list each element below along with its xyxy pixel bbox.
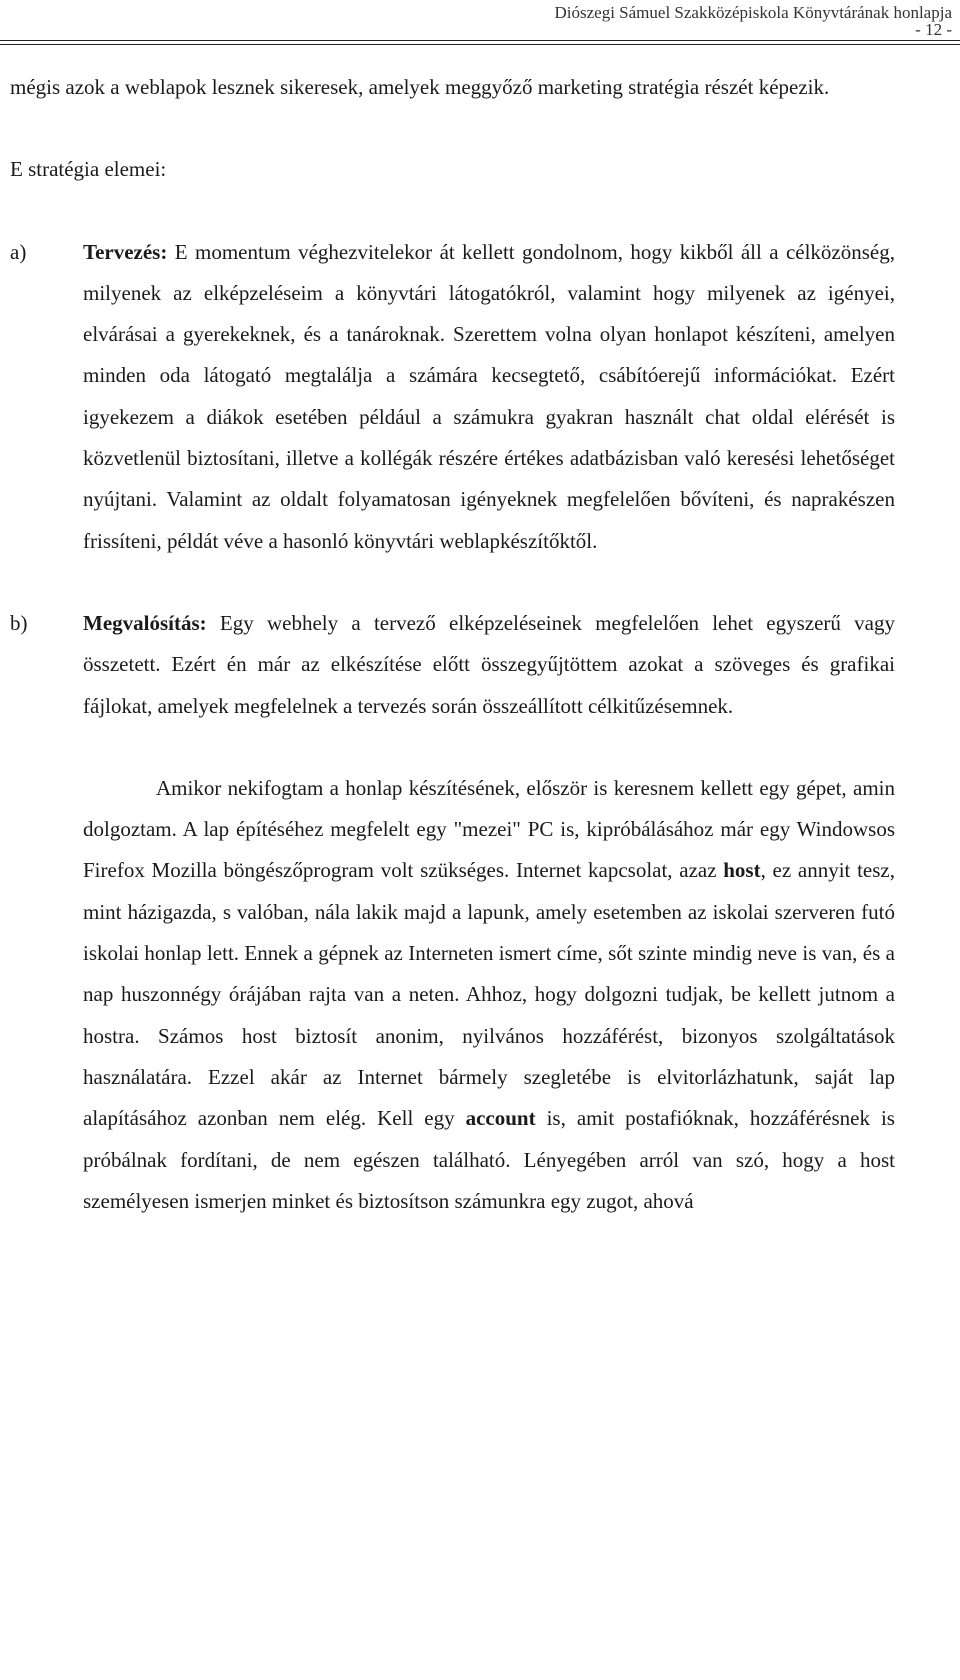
item-a-body: E momentum véghezvitelekor át kellett gondolnom, hogy kikből áll a célközönség, milyenek az elképzeléseim a könyvtári látogatókról, valamint hogy milyenek az igényei, elvárásai a gyerekeknek, és a tanároknak. Szerettem volna olyan honlapot készíteni, amelyen minden oda látogató megtalálja a számára kecsegtető, csábítóerejű információkat. Ezért igyekezem a diákok esetében például a számukra gyakran használt chat oldal elérését is közvetlenül biztosítani, illetve a kollégák részére értékes adatbázisban való keresési lehetőséget nyújtani. Valamint az oldalt folyamatosan igényeknek megfelelően bővíteni, és naprakészen frissíteni, példát véve a hasonló könyvtári weblapkészítőktől. — [83, 239, 895, 553]
list-item-b-text — [83, 603, 895, 727]
list-item-a-text — [83, 232, 895, 562]
list-item-a — [10, 232, 895, 562]
header-title: Diószegi Sámuel Szakközépiskola Könyvtárának honlapja — [554, 3, 952, 22]
page-number: - 12 - — [915, 20, 952, 39]
host-paragraph — [10, 768, 895, 1222]
item-b-body: Egy webhely a tervező elképzeléseinek megfelelően lehet egyszerű vagy összetett. Ezért én már az elkészítése előtt összegyűjtöttem azokat a szöveges és grafikai fájlokat, amelyek megfelelnek a tervezés során összeállított célkitűzésemnek. — [83, 610, 895, 718]
header-rule — [0, 40, 960, 45]
host-para-part3: is, amit postafióknak, hozzáférésnek is próbálnak fordítani, de nem egészen található. Lényegében arról van szó, hogy a host személyesen ismerjen minket és biztosítson számunkra egy zugot, ahová — [83, 1106, 895, 1213]
host-para-part1: Amikor nekifogtam a honlap készítésének, először is keresnem kellett egy gépet, amin dolgoztam. A lap építéséhez megfelelt egy "mezei" PC is, kipróbálásához már egy Windowsos Firefox Mozilla böngészőprogram volt szükséges. Internet kapcsolat, azaz — [83, 775, 895, 883]
term-megvalositas: Megvalósítás: — [83, 610, 207, 635]
document-body — [10, 67, 895, 1222]
intro-paragraph: mégis azok a weblapok lesznek sikeresek, amelyek meggyőző marketing stratégia részét képezik. — [10, 75, 830, 99]
host-term: host — [723, 858, 761, 883]
strategy-heading: E stratégia elemei: — [10, 157, 167, 182]
list-item-b — [10, 603, 895, 727]
page-header — [0, 0, 960, 46]
list-marker-a: a) — [10, 239, 27, 264]
account-term: account — [465, 1106, 536, 1131]
list-marker-b: b) — [10, 610, 28, 635]
host-para-part2: , ez annyit tesz, mint házigazda, s valóban, nála lakik majd a lapunk, amely esetemben az iskolai szerveren futó iskolai honlap lett. Ennek a gépnek az Interneten ismert címe, sőt szinte mindig neve is van, és a nap huszonnégy órájában rajta van a neten. Ahhoz, hogy dolgozni tudjak, be kellett jutnom a hostra. Számos host biztosít anonim, nyilvános hozzáférést, bizonyos szolgáltatások használatára. Ezzel akár az Internet bármely szegletébe is elvitorlázhatunk, saját lap alapításához azonban nem elég. Kell egy — [83, 858, 895, 1131]
term-tervezes: Tervezés: — [83, 239, 168, 264]
